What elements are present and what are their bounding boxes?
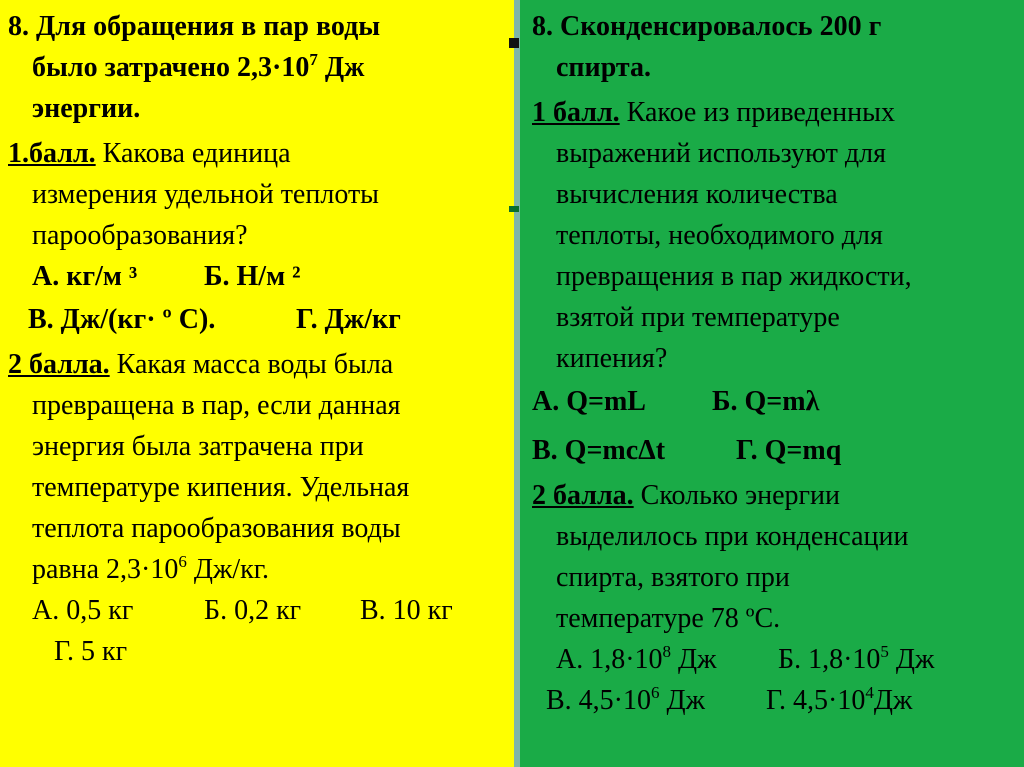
left-question-1: 1.балл. Какова единица измерения удельной теплоты парообразования? А. кг/м ³ Б. Н/м ² В. Дж/(кг· º С). Г. Дж/кг	[8, 133, 506, 340]
superscript: 6	[178, 552, 187, 571]
right-q2-line4: температуре 78 ºС.	[556, 603, 781, 634]
left-q1-option-b: Б. Н/м ²	[204, 261, 301, 292]
right-q2-options-cd	[532, 680, 1016, 721]
right-panel	[520, 0, 1024, 767]
left-q2-options-abc	[8, 590, 506, 631]
left-q2-line3: энергия была затрачена при	[32, 431, 364, 462]
left-question-2: 2 балла. Какая масса воды была превращена в пар, если данная энергия была затрачена при температуре кипения. Удельная теплота парообразования воды равна $2,3\cdot 10^6$ Дж/кг. А. 0,5 кг Б. 0,2 кг В. 10 кг Г. 5 кг	[8, 344, 506, 672]
left-title-line2: было затрачено $2,3\cdot 10^7$ Дж	[32, 50, 365, 83]
left-q2-score: 2 балла.	[8, 349, 110, 380]
superscript: 7	[309, 50, 318, 69]
left-q1-options-ab	[8, 256, 506, 297]
right-q2-line2: выделилось при конденсации	[556, 521, 909, 552]
left-q2-option-a: А. 0,5 кг	[32, 595, 134, 626]
left-q2-line5: теплота парообразования воды	[32, 513, 401, 544]
right-title-line1: 8. Сконденсировалось 200 г	[532, 11, 882, 42]
divider-mark-top	[509, 38, 519, 48]
right-q2-option-a: А. $1,8\cdot 10^8$ Дж	[556, 642, 717, 675]
left-q2-option-c: В. 10 кг	[360, 595, 453, 626]
right-q1-line5: превращения в пар жидкости,	[556, 261, 912, 292]
right-q1-line6: взятой при температуре	[556, 302, 840, 333]
left-q2-line4: температуре кипения. Удельная	[32, 472, 410, 503]
right-question-2: 2 балла. Сколько энергии выделилось при конденсации спирта, взятого при температуре 78 ºС. А. $1,8\cdot 10^8$ Дж Б. $1,8\cdot 10^5$ Дж В. $4,5\cdot 10^6$ Дж Г. $4,5\cdot 10^4Дж$	[532, 475, 1016, 721]
right-q2-line3: спирта, взятого при	[556, 562, 790, 593]
right-q1-line4: теплоты, необходимого для	[556, 220, 883, 251]
right-q1-line2: выражений используют для	[556, 138, 886, 169]
superscript: 6	[651, 683, 660, 702]
right-question-1: 1 балл. Какое из приведенных выражений используют для вычисления количества теплоты, необходимого для превращения в пар жидкости, взятой при температуре кипения? А. Q=mL Б. Q=mλ В. Q=mcΔt Г. Q=mq	[532, 92, 1016, 471]
right-q2-option-d: Г. $4,5\cdot 10^4Дж$	[766, 683, 913, 716]
left-problem-title	[8, 6, 506, 129]
left-q1-option-d: Г. Дж/кг	[296, 304, 401, 335]
superscript: 4	[865, 683, 874, 702]
left-q1-line3: парообразования?	[32, 220, 248, 251]
right-q1-option-a: А. Q=mL	[532, 386, 646, 417]
right-q1-options-cd	[532, 430, 1016, 471]
right-problem-title	[532, 6, 1016, 88]
left-q1-option-a: А. кг/м ³	[32, 261, 138, 292]
left-title-line3: энергии.	[32, 93, 141, 124]
left-q1-line2: измерения удельной теплоты	[32, 179, 379, 210]
right-q1-option-c: В. Q=mcΔt	[532, 435, 666, 466]
left-q1-option-c: В. Дж/(кг· º С).	[28, 304, 216, 335]
superscript: 8	[662, 642, 672, 661]
right-q1-option-d: Г. Q=mq	[736, 435, 842, 466]
right-q2-option-b: Б. $1,8\cdot 10^5$ Дж	[778, 642, 935, 675]
right-q2-option-c: В. $4,5\cdot 10^6$ Дж	[546, 683, 705, 716]
left-title-line1: 8. Для обращения в пар воды	[8, 11, 381, 42]
left-q2-option-d: Г. 5 кг	[54, 636, 128, 667]
right-q1-options-ab	[532, 381, 1016, 422]
right-q1-score: 1 балл.	[532, 97, 620, 128]
divider-mark-middle	[509, 206, 519, 212]
right-q2-score: 2 балла.	[532, 480, 634, 511]
right-q1-option-b: Б. Q=mλ	[712, 386, 820, 417]
right-q1-line3: вычисления количества	[556, 179, 838, 210]
left-q1-options-cd	[8, 299, 506, 340]
left-q2-line2: превращена в пар, если данная	[32, 390, 401, 421]
left-q1-score: 1.балл.	[8, 138, 96, 169]
right-title-line2: спирта.	[556, 52, 651, 83]
left-q2-option-b: Б. 0,2 кг	[204, 595, 302, 626]
right-q2-options-ab	[532, 639, 1016, 680]
superscript: 5	[880, 642, 889, 661]
left-q2-line6: равна $2,3\cdot 10^6$ Дж/кг.	[32, 552, 270, 585]
right-q1-line7: кипения?	[556, 343, 668, 374]
